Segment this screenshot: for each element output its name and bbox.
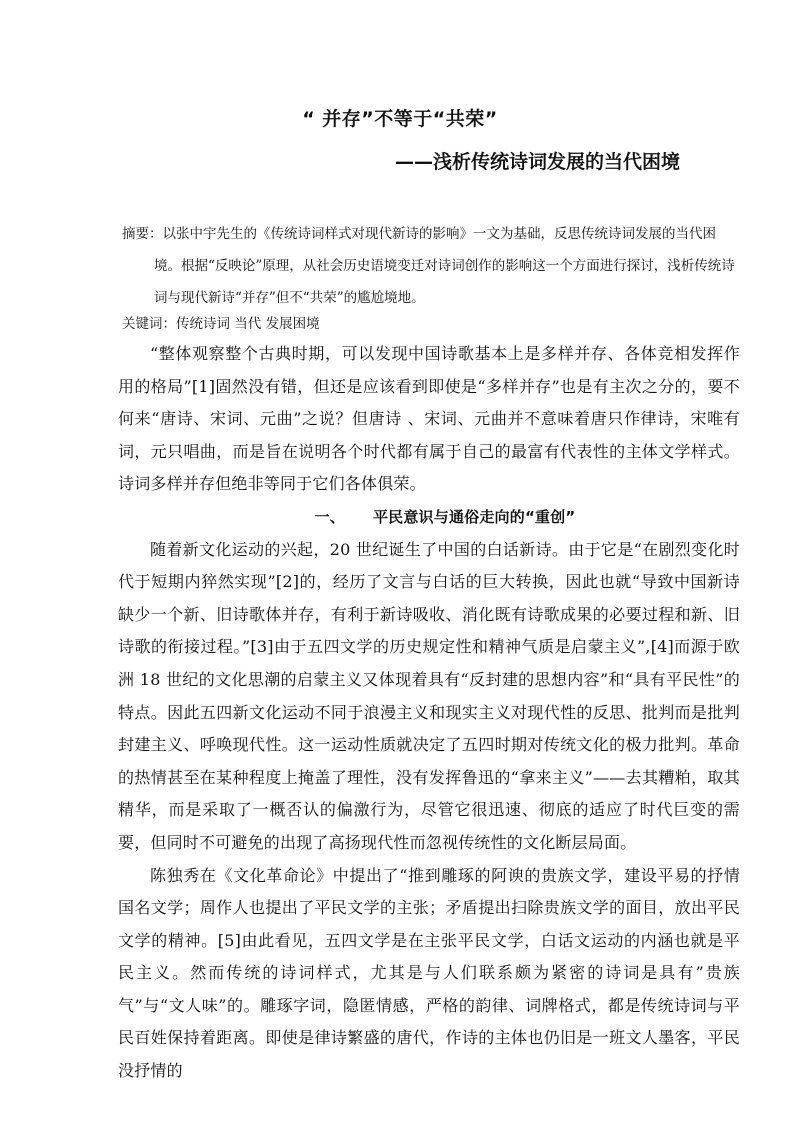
intro-paragraph: “整体观察整个古典时期，可以发现中国诗歌基本上是多样并存、各体竞相发挥作用的格局”[1]固然没有错，但还是应该看到即使是“多样并存”也是有主次之分的，要不何来“唐诗、宋词、元曲”之说？但唐诗 、宋词、元曲并不意味着唐只作律诗，宋唯有词，元只唱曲，而是旨在说明各个时代都有属于自己的最富有代表性的主体文学样式。诗词多样并存但绝非等同于它们各体俱荣。 [118,344,740,494]
section-heading [118,501,740,534]
section-paragraph: 随着新文化运动的兴起，20 世纪诞生了中国的白话新诗。由于它是“在剧烈变化时代于短期内猝然实现”[2]的，经历了文言与白话的巨大转换，因此也就“导致中国新诗缺少一个新、旧诗歌体并存，有利于新诗吸收、消化既有诗歌成果的必要过程和新、旧诗歌的衔接过程。”[3]由于五四文学的历史规定性和精神气质是启蒙主义”,[4]而源于欧洲 18 世纪的文化思潮的启蒙主义又体现着具有“反封建的思想内容”和“具有平民性”的特点。因此五四新文化运动不同于浪漫主义和现实主义对现代性的反思、批判而是批判封建主义、呼唤现代性。这一运动性质就决定了五四时期对传统文化的极力批判。革命的热情甚至在某种程度上掩盖了理性，没有发挥鲁迅的“拿来主义”——去其糟粕，取其精华，而是采取了一概否认的偏激行为，尽管它很迅速、彻底的适应了时代巨变的需要，但同时不可避免的出现了高扬现代性而忽视传统性的文化断层局面。 [118,539,740,852]
abstract-text: 以张中宇先生的《传统诗词样式对现代新诗的影响》一文为基础，反思传统诗词发展的当代困境。根据“反映论”原理，从社会历史语境变迁对诗词创作的影响这一个方面进行探讨，浅析传统诗词与现代新诗“并存”但不“共荣”的尴尬境地。 [154,226,735,306]
section-number: 一、 [314,507,345,526]
abstract-paragraph [122,218,742,314]
abstract-block [122,218,742,314]
section-paragraph: 陈独秀在《文化革命论》中提出了“推到雕琢的阿谀的贵族文学，建设平易的抒情国名文学；周作人也提出了平民文学的主张；矛盾提出扫除贵族文学的面目，放出平民文学的精神。[5]由此看见，五四文学是在主张平民文学，白话文运动的内涵也就是平民主义。然而传统的诗词样式，尤其是与人们联系颇为紧密的诗词是具有”贵族气”与“文人味”的。雕琢字词，隐匿情感，严格的韵律、词牌格式，都是传统诗词与平民百姓保持着距离。即使是律诗繁盛的唐代，作诗的主体也仍旧是一班文人墨客，平民没抒情的 [118,865,740,1081]
section-title: 平民意识与通俗走向的“重创” [372,507,576,526]
keywords-line: 关键词：传统诗词 当代 发展困境 [122,316,320,332]
body-text [118,338,740,1088]
document-subtitle: ——浅析传统诗词发展的当代困境 [395,151,681,173]
document-title: “ 并存”不等于“共荣” [302,108,498,130]
abstract-label: 摘要： [122,226,163,242]
